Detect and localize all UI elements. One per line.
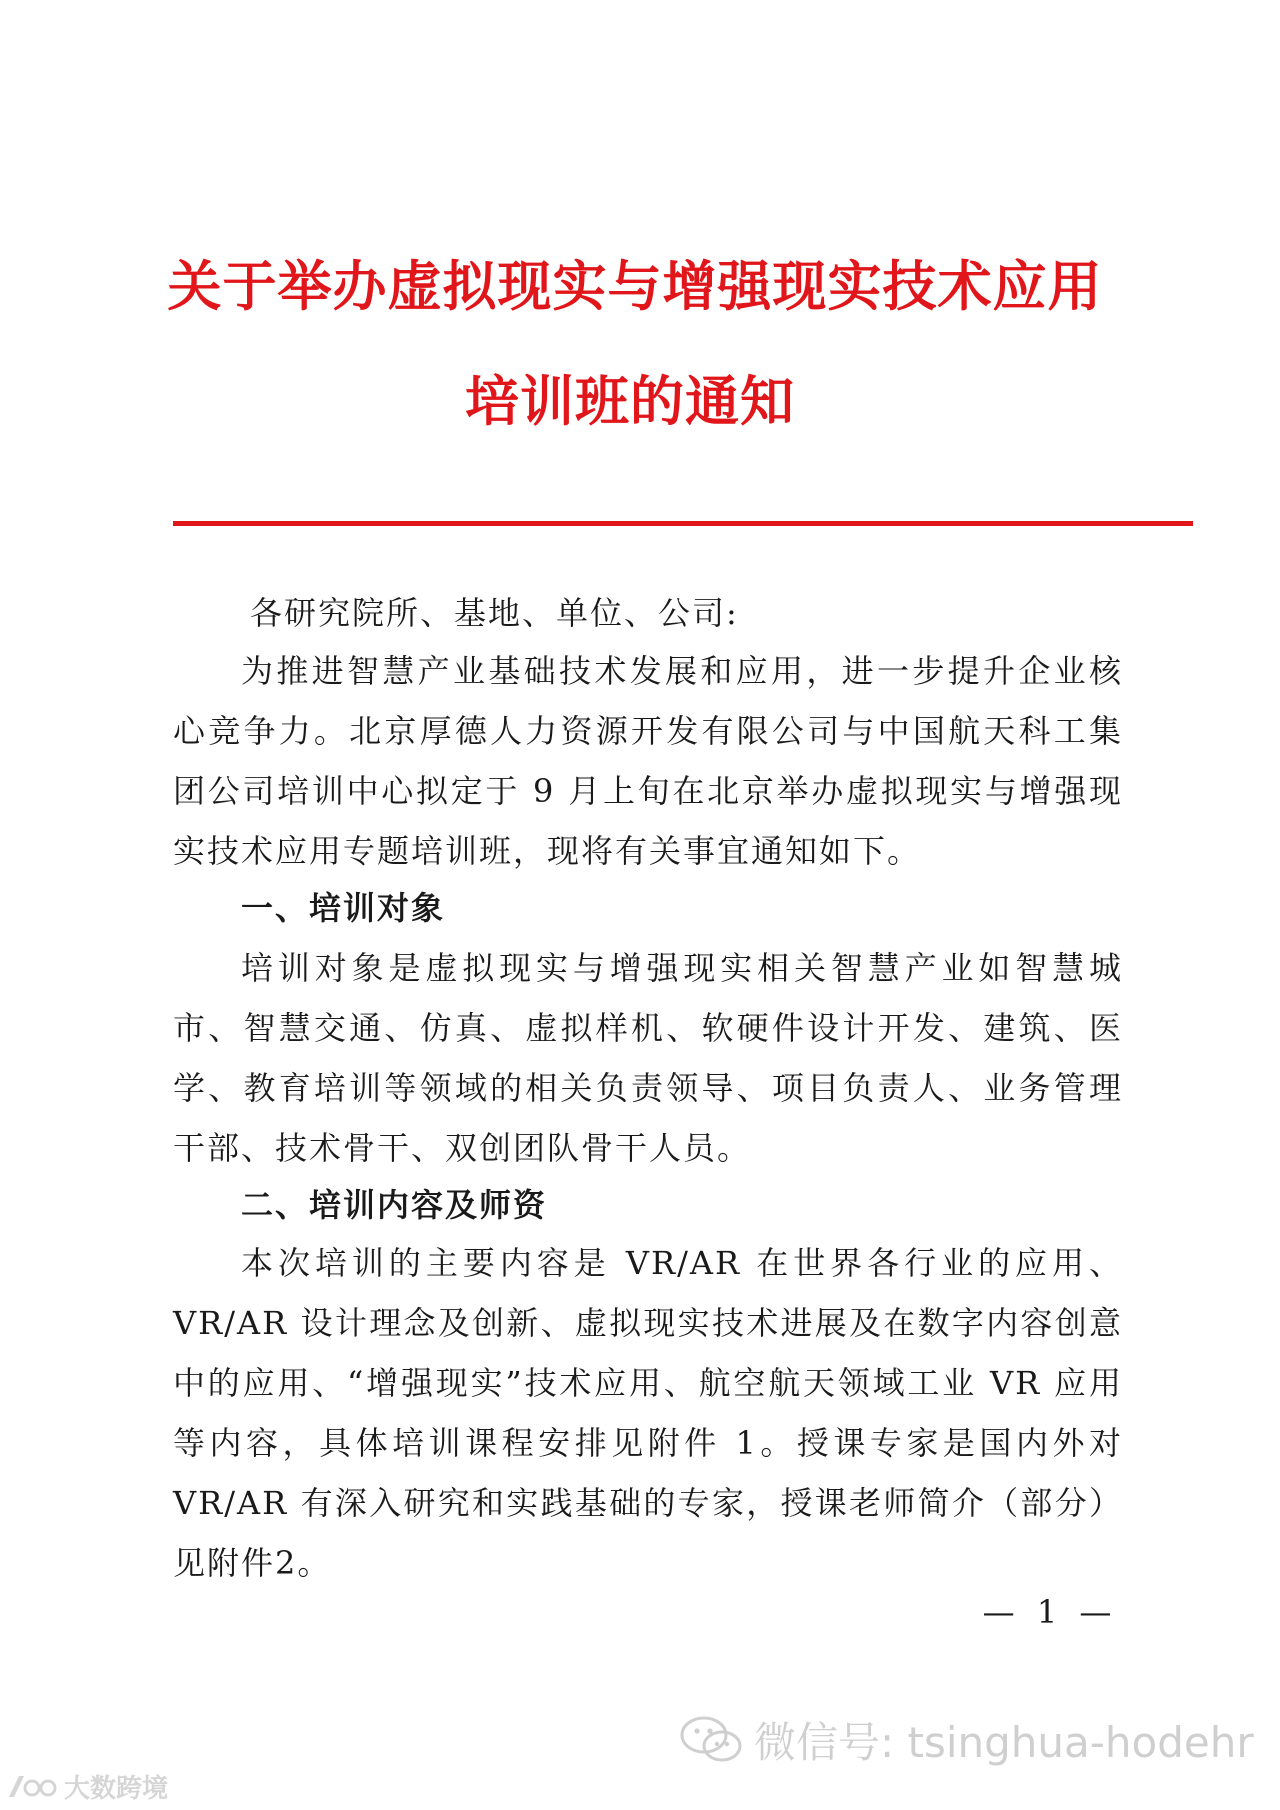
source-name-text: 大数跨境 — [64, 1774, 169, 1804]
wechat-watermark — [680, 1710, 1254, 1770]
wechat-icon — [680, 1715, 742, 1765]
source-watermark — [6, 1768, 168, 1805]
paragraph-content-and-faculty: 本次培训的主要内容是 VR/AR 在世界各行业的应用、VR/AR 设计理念及创新、虚拟现实技术进展及在数字内容创意中的应用、“增强现实”技术应用、航空航天领域工业 VR 应用等内容，具体培训课程安排见附件 1。授课专家是国内外对 VR/AR 有深入研究和实践基础的专家，授课老师简介（部分）见附件2。 — [173, 1244, 1123, 1582]
paragraph-intro: 为推进智慧产业基础技术发展和应用，进一步提升企业核心竞争力。北京厚德人力资源开发有限公司与中国航天科工集团公司培训中心拟定于 9 月上旬在北京举办虚拟现实与增强现实技术应用专题培训班，现将有关事宜通知如下。 — [173, 652, 1123, 870]
paragraph-training-target: 培训对象是虚拟现实与增强现实相关智慧产业如智慧城市、智慧交通、仿真、虚拟样机、软硬件设计开发、建筑、医学、教育培训等领域的相关负责领导、项目负责人、业务管理干部、技术骨干、双创团队骨干人员。 — [173, 949, 1123, 1167]
source-logo-icon — [6, 1771, 58, 1803]
document-title-line-1: 关于举办虚拟现实与增强现实技术应用 — [167, 255, 1103, 318]
document-title-line-2: 培训班的通知 — [465, 370, 795, 433]
salutation: 各研究院所、基地、单位、公司: — [250, 594, 739, 632]
page-number: — 1 — — [982, 1593, 1118, 1631]
section-heading-training-target: 一、培训对象 — [241, 889, 446, 927]
section-heading-content-and-faculty: 二、培训内容及师资 — [241, 1186, 548, 1224]
header-red-rule — [173, 521, 1193, 526]
wechat-id-text: 微信号: tsinghua-hodehr — [754, 1718, 1254, 1767]
